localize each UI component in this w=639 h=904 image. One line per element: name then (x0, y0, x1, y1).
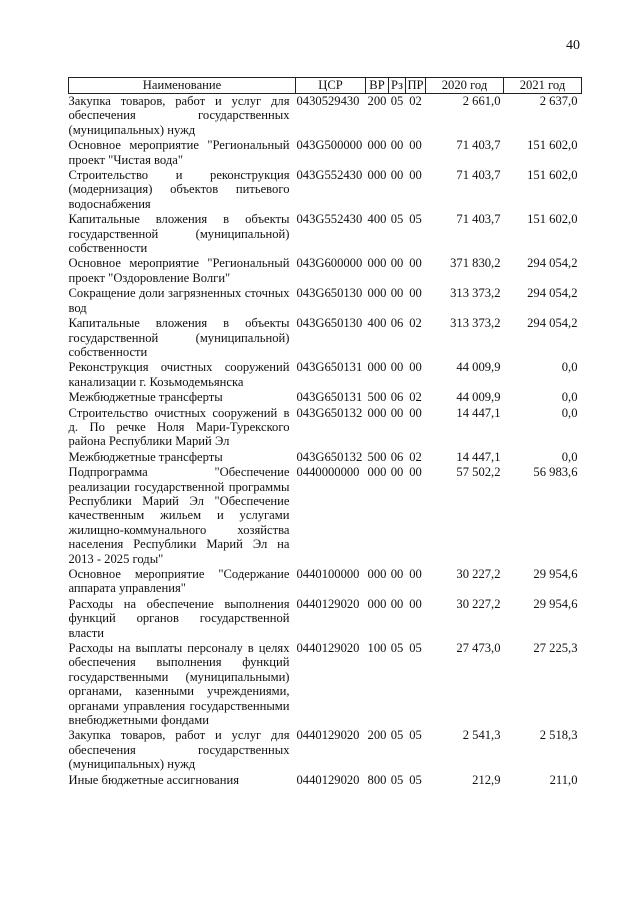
row-csr: 043G650130 (296, 316, 363, 331)
row-pr: 02 (409, 94, 422, 108)
row-csr: 043G650131 (296, 360, 363, 375)
row-rz: 00 (390, 567, 404, 581)
row-vr: 000 (367, 360, 387, 375)
row-csr: 0440129020 (296, 596, 360, 611)
row-rz: 00 (390, 465, 404, 480)
row-pr: 05 (409, 728, 422, 743)
row-value-2020: 371 830,2 (450, 256, 501, 271)
table-row (69, 641, 582, 728)
row-vr: 500 (367, 390, 387, 405)
row-value-2021: 211,0 (549, 772, 578, 787)
row-csr: 0440100000 (296, 567, 360, 581)
row-pr: 00 (409, 286, 422, 301)
table-row (69, 256, 582, 286)
row-vr: 000 (367, 465, 387, 480)
row-value-2020: 71 403,7 (456, 168, 501, 183)
header-csr: ЦСР (296, 78, 366, 94)
budget-table (68, 77, 582, 788)
row-value-2020: 30 227,2 (456, 567, 501, 581)
row-value-2020: 30 227,2 (456, 596, 501, 611)
row-pr: 05 (409, 212, 422, 227)
row-rz: 06 (390, 390, 404, 405)
row-name: Основное мероприятие "Содержание аппарата управления" (68, 567, 290, 596)
row-csr: 0440129020 (296, 641, 360, 656)
table-row (69, 450, 582, 465)
row-name: Межбюджетные трансферты (68, 449, 223, 464)
row-vr: 200 (367, 94, 387, 108)
row-csr: 0440129020 (296, 728, 360, 743)
row-vr: 400 (367, 316, 387, 331)
table-row (69, 168, 582, 212)
row-value-2020: 44 009,9 (456, 360, 501, 375)
row-value-2020: 313 373,2 (450, 286, 501, 301)
row-pr: 02 (409, 449, 422, 464)
row-csr: 0440000000 (296, 465, 360, 480)
row-name: Строительство очистных сооружений в д. По речке Ноля Мари-Турекского района Республики Марий Эл (68, 405, 290, 449)
row-name: Сокращение доли загрязненных сточных вод (68, 286, 290, 315)
row-value-2020: 71 403,7 (456, 138, 501, 153)
table-row (69, 728, 582, 772)
table-row (69, 465, 582, 567)
row-rz: 06 (390, 316, 404, 331)
header-name: Наименование (69, 78, 296, 94)
table-header (69, 78, 582, 94)
row-vr: 000 (367, 138, 387, 153)
row-pr: 00 (409, 405, 422, 420)
row-csr: 043G650130 (296, 286, 363, 301)
row-name: Расходы на выплаты персоналу в целях обеспечения выполнения функций государственными (муниципальными) органами, казенными учреждениями, органами управления государственными внебюджетными фондами (68, 641, 290, 728)
header-2020: 2020 год (426, 78, 504, 94)
table-row (69, 406, 582, 450)
row-name: Строительство и реконструкция (модернизация) объектов питьевого водоснабжения (68, 168, 290, 211)
row-rz: 00 (390, 286, 404, 301)
row-value-2020: 313 373,2 (450, 316, 501, 331)
row-pr: 00 (409, 168, 422, 183)
table-row (69, 212, 582, 256)
row-rz: 00 (390, 138, 404, 153)
row-value-2021: 29 954,6 (533, 596, 578, 611)
row-value-2021: 151 602,0 (527, 138, 578, 153)
row-name: Основное мероприятие "Региональный проект "Оздоровление Волги" (68, 256, 290, 285)
row-pr: 00 (409, 138, 422, 153)
row-vr: 000 (367, 596, 387, 611)
row-rz: 00 (390, 596, 404, 611)
row-csr: 043G552430 (296, 168, 363, 183)
row-value-2020: 212,9 (472, 772, 501, 787)
row-value-2021: 151 602,0 (527, 168, 578, 183)
row-value-2020: 2 661,0 (462, 94, 501, 108)
row-value-2021: 294 054,2 (527, 256, 578, 271)
row-pr: 00 (409, 567, 422, 581)
row-value-2021: 0,0 (561, 360, 578, 375)
row-csr: 0440129020 (296, 772, 360, 787)
row-value-2021: 2 518,3 (539, 728, 578, 743)
row-name: Капитальные вложения в объекты государственной (муниципальной) собственности (68, 316, 290, 359)
row-value-2021: 29 954,6 (533, 567, 578, 581)
row-rz: 00 (390, 168, 404, 183)
header-rz: Рз (389, 78, 406, 94)
row-csr: 043G600000 (296, 256, 363, 271)
header-vr: ВР (366, 78, 389, 94)
row-pr: 02 (409, 316, 422, 331)
row-name: Капитальные вложения в объекты государственной (муниципальной) собственности (68, 212, 290, 256)
row-csr: 043G650132 (296, 449, 363, 464)
table-row (69, 94, 582, 139)
row-value-2021: 0,0 (561, 405, 578, 420)
row-name: Основное мероприятие "Региональный проект "Чистая вода" (68, 138, 290, 167)
row-pr: 00 (409, 360, 422, 375)
row-pr: 02 (409, 390, 422, 405)
table-row (69, 286, 582, 316)
row-value-2021: 0,0 (561, 449, 578, 464)
header-pr: ПР (407, 78, 424, 92)
row-csr: 043G500000 (296, 138, 363, 153)
row-rz: 06 (390, 449, 404, 464)
row-rz: 00 (390, 360, 404, 375)
row-name: Реконструкция очистных сооружений канализации г. Козьмодемьянска (68, 360, 290, 389)
row-value-2021: 151 602,0 (527, 212, 578, 227)
row-value-2021: 294 054,2 (527, 286, 578, 301)
row-pr: 05 (409, 641, 422, 656)
row-vr: 500 (367, 449, 387, 464)
table-row (69, 360, 582, 390)
row-name: Расходы на обеспечение выполнения функций органов государственной власти (68, 596, 290, 640)
header-2021: 2021 год (504, 78, 582, 94)
row-value-2021: 27 225,3 (533, 641, 578, 656)
row-vr: 000 (367, 168, 387, 183)
row-rz: 05 (390, 212, 404, 227)
row-value-2020: 71 403,7 (456, 212, 501, 227)
row-rz: 00 (390, 405, 404, 420)
row-rz: 05 (390, 728, 404, 743)
row-value-2020: 2 541,3 (462, 728, 501, 743)
row-value-2021: 2 637,0 (539, 94, 578, 108)
row-name: Закупка товаров, работ и услуг для обеспечения государственных (муниципальных) нужд (68, 728, 290, 772)
row-csr: 043G650132 (296, 405, 363, 420)
row-pr: 00 (409, 465, 422, 480)
row-value-2021: 0,0 (561, 390, 578, 405)
row-csr: 043G650131 (296, 390, 363, 405)
table-body (69, 94, 582, 789)
row-name: Закупка товаров, работ и услуг для обеспечения государственных (муниципальных) нужд (68, 94, 290, 137)
row-pr: 00 (409, 256, 422, 271)
row-csr: 043G552430 (296, 212, 363, 227)
row-vr: 400 (367, 212, 387, 227)
table-row (69, 597, 582, 641)
row-value-2020: 27 473,0 (456, 641, 501, 656)
row-vr: 000 (367, 256, 387, 271)
table-row (69, 773, 582, 788)
row-vr: 000 (367, 567, 387, 581)
table-row (69, 316, 582, 360)
row-vr: 800 (367, 772, 387, 787)
row-vr: 100 (367, 641, 387, 656)
row-csr: 0430529430 (296, 94, 360, 108)
row-rz: 05 (390, 772, 404, 787)
row-pr: 00 (409, 596, 422, 611)
row-value-2020: 57 502,2 (456, 465, 501, 480)
page-number: 40 (566, 38, 580, 53)
row-name: Подпрограмма "Обеспечение реализации государственной программы Республики Марий Эл "Обеспечение качественным жильем и услугами жилищно-коммунального хозяйства населения Республики Марий Эл на 2013 - 2025 годы" (68, 465, 290, 566)
row-name: Межбюджетные трансферты (68, 390, 223, 405)
row-rz: 05 (390, 94, 404, 108)
table-row (69, 567, 582, 597)
row-rz: 05 (390, 641, 404, 656)
row-pr: 05 (409, 772, 422, 787)
row-rz: 00 (390, 256, 404, 271)
row-value-2020: 14 447,1 (456, 449, 501, 464)
row-value-2021: 56 983,6 (533, 465, 578, 480)
table-row (69, 138, 582, 168)
row-value-2020: 44 009,9 (456, 390, 501, 405)
row-vr: 000 (367, 405, 387, 420)
row-name: Иные бюджетные ассигнования (68, 772, 240, 787)
row-vr: 000 (367, 286, 387, 301)
row-value-2021: 294 054,2 (527, 316, 578, 331)
row-vr: 200 (367, 728, 387, 743)
table-row (69, 390, 582, 405)
row-value-2020: 14 447,1 (456, 405, 501, 420)
